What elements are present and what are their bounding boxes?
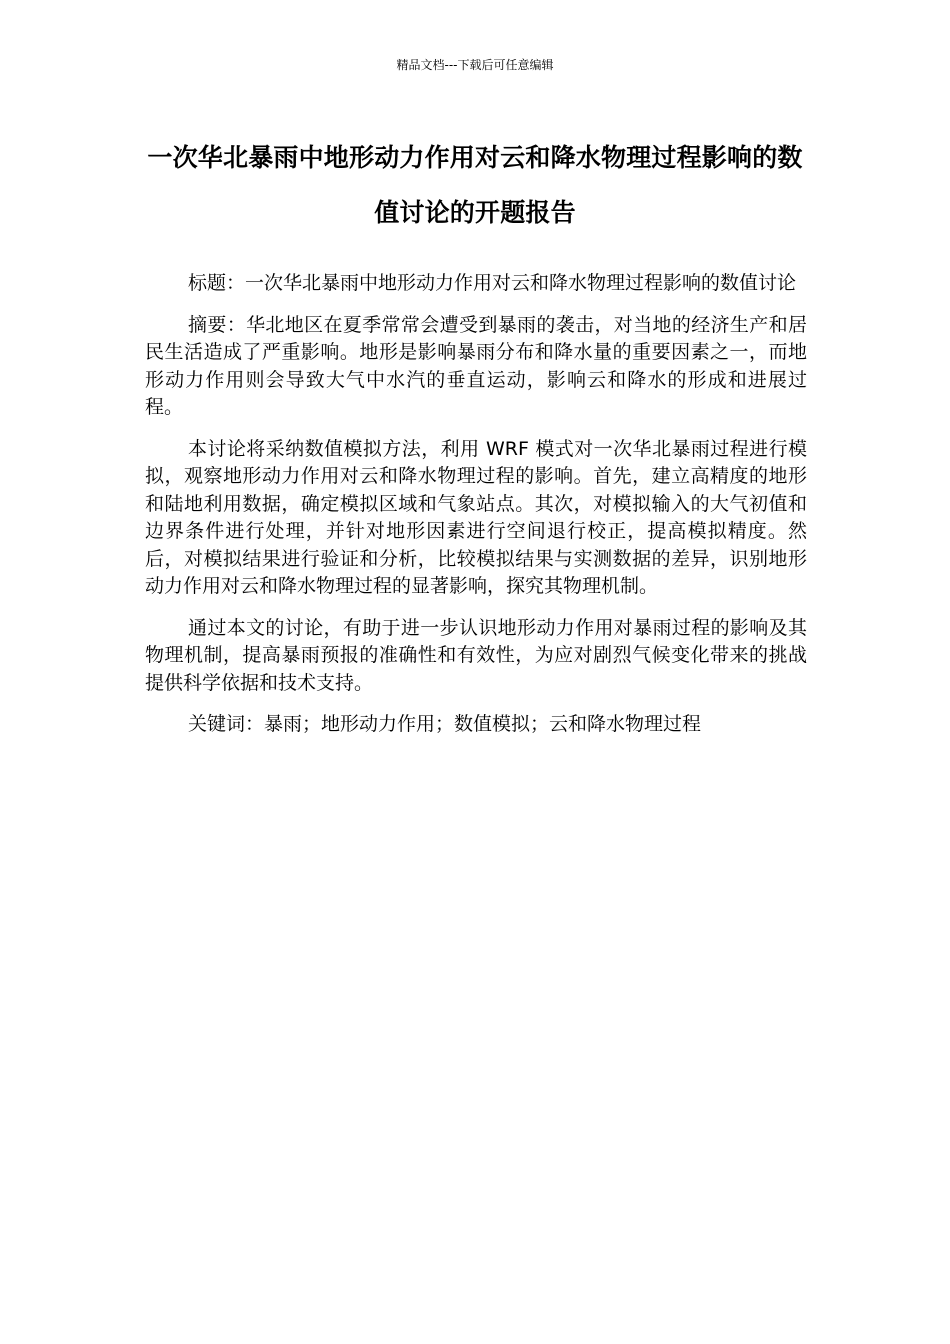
paragraph-topic: 标题：一次华北暴雨中地形动力作用对云和降水物理过程影响的数值讨论 [188,272,797,294]
header-note: 精品文档---下载后可任意编辑 [396,58,554,72]
document-title: 一次华北暴雨中地形动力作用对云和降水物理过程影响的数值讨论的开题报告 [147,143,803,227]
paragraph-abstract: 摘要：华北地区在夏季常常会遭受到暴雨的袭击，对当地的经济生产和居民生活造成了严重影响。地形是影响暴雨分布和降水量的重要因素之一，而地形动力作用则会导致大气中水汽的垂直运动，影响云和降水的形成和进展过程。 [145,313,807,418]
document-body [145,270,807,753]
paragraph-keywords: 关键词：暴雨；地形动力作用；数值模拟；云和降水物理过程 [188,713,702,735]
paragraph-method: 本讨论将采纳数值模拟方法，利用 WRF 模式对一次华北暴雨过程进行模拟，观察地形动力作用对云和降水物理过程的影响。首先，建立高精度的地形和陆地利用数据，确定模拟区域和气象站点。其次，对模拟输入的大气初值和边界条件进行处理，并针对地形因素进行空间退行校正，提高模拟精度。然后，对模拟结果进行验证和分析，比较模拟结果与实测数据的差异，识别地形动力作用对云和降水物理过程的显著影响，探究其物理机制。 [145,437,807,597]
paragraph-significance: 通过本文的讨论，有助于进一步认识地形动力作用对暴雨过程的影响及其物理机制，提高暴雨预报的准确性和有效性，为应对剧烈气候变化带来的挑战提供科学依据和技术支持。 [145,616,807,694]
